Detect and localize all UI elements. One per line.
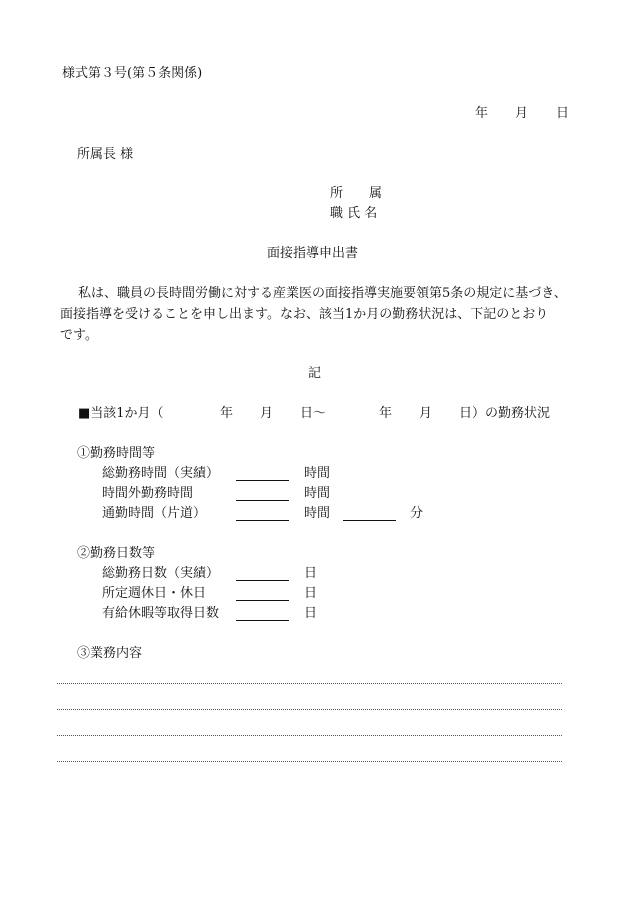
period-day-1: 日〜 — [300, 406, 327, 421]
period-prefix: ■当該1か月（ — [78, 406, 164, 421]
row-overtime-unit: 時間 — [304, 486, 331, 501]
form-number: 様式第３号(第５条関係) — [62, 66, 203, 81]
row-paid-leave-label: 有給休暇等取得日数 — [102, 606, 220, 621]
row-holidays-unit: 日 — [304, 586, 318, 601]
row-total-days-unit: 日 — [304, 566, 318, 581]
period-month-2: 月 — [419, 406, 433, 421]
applicant-name-label: 職 氏 名 — [330, 206, 378, 221]
row-total-days-label: 総勤務日数（実績） — [102, 566, 220, 581]
work-content-line-3[interactable] — [57, 735, 562, 736]
date-year: 年 — [475, 106, 489, 121]
total-days-blank[interactable] — [236, 580, 289, 581]
row-paid-leave-unit: 日 — [304, 606, 318, 621]
commute-minutes-blank[interactable] — [343, 520, 396, 521]
period-month-1: 月 — [260, 406, 274, 421]
row-commute-unit: 時間 — [304, 506, 331, 521]
overtime-hours-blank[interactable] — [236, 500, 289, 501]
row-commute-label: 通勤時間（片道） — [102, 506, 207, 521]
date-day: 日 — [556, 106, 570, 121]
work-content-line-4[interactable] — [57, 761, 562, 762]
applicant-affiliation-label: 所 属 — [330, 186, 383, 201]
period-year-2: 年 — [379, 406, 393, 421]
row-overtime-label: 時間外勤務時間 — [102, 486, 194, 501]
paid-leave-blank[interactable] — [236, 620, 289, 621]
section-1-heading: ①勤務時間等 — [77, 446, 156, 461]
row-holidays-label: 所定週休日・休日 — [102, 586, 207, 601]
period-year-1: 年 — [220, 406, 234, 421]
row-total-hours-unit: 時間 — [304, 466, 331, 481]
ki-heading: 記 — [308, 366, 322, 381]
total-hours-blank[interactable] — [236, 480, 289, 481]
body-line-2: 面接指導を受けることを申し出ます。なお、該当1か月の勤務状況は、下記のとおり — [60, 307, 549, 322]
body-line-3: です。 — [60, 328, 98, 343]
section-3-heading: ③業務内容 — [77, 646, 143, 661]
document-title: 面接指導申出書 — [267, 246, 359, 261]
addressee: 所属長 様 — [77, 147, 134, 162]
commute-hours-blank[interactable] — [236, 520, 289, 521]
body-paragraph — [60, 283, 575, 346]
row-commute-unit-2: 分 — [410, 506, 424, 521]
row-total-hours-label: 総勤務時間（実績） — [102, 466, 220, 481]
work-content-line-2[interactable] — [57, 709, 562, 710]
date-month: 月 — [515, 106, 529, 121]
body-line-1: 私は、職員の長時間労働に対する産業医の面接指導実施要領第5条の規定に基づき、 — [78, 286, 567, 301]
section-2-heading: ②勤務日数等 — [77, 546, 156, 561]
work-content-line-1[interactable] — [57, 683, 562, 684]
holidays-blank[interactable] — [236, 600, 289, 601]
period-day-2: 日）の勤務状況 — [459, 406, 551, 421]
